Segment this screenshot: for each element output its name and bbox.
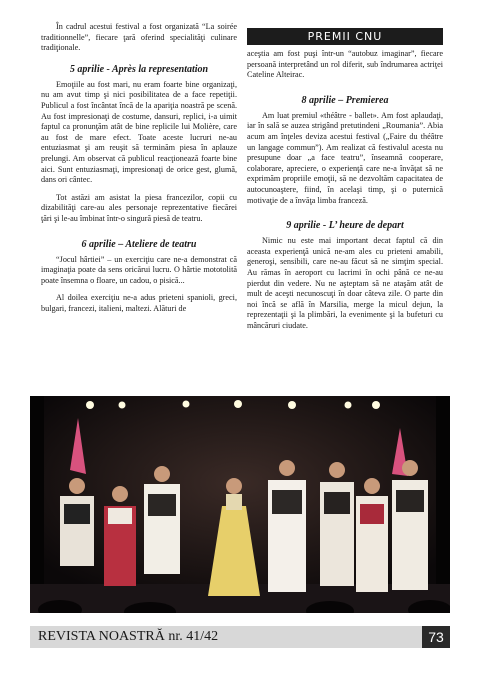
left-column bbox=[41, 22, 237, 314]
paragraph: Nimic nu este mai important decat faptul că din aceasta experienţă unică ne-am ales cu prieteni amabili, generoşi, sensibili, care ne-au făcut să ne simţim special. Au rămas în aeroport cu lacrimi în ochi până ce ne-au pierdut din vedere. Nu ne aşteptam să ne ataşăm atât de mult de aceşti necunoscuţi în doar câteva zile. O parte din noi încă se află în Marsilia, merge la micul dejun, la reprezentaţii şi la plimbări, la evenimente şi la bufeturi cu mâncăruri ciudate. bbox=[247, 236, 443, 330]
page-number: 73 bbox=[422, 626, 450, 648]
section-heading: 8 aprilie – Premierea bbox=[301, 94, 389, 106]
paragraph: Emoţiile au fost mari, nu eram foarte bine organizaţi, nu am avut timp şi nici posibilitatea de a face repetiţii. Publicul a fost încântat încă de la apariţia noastră pe scenă. Au fost impresionaţi de costume, dansuri, replici, i-a uimit faptul ca pronunţăm atât de bine replicile lui Molière, care au fost de mare efect. Toate aceste lucruri ne-au entuziasmat şi am reuşit să terminăm piesa în aplauze prelungi. Am observat că publicul reacţionează foarte bine aici. Sunt entuziasmaţi, impresionaţi de orice gest, glumă, dans ori cântec. bbox=[41, 79, 237, 185]
paragraph: “Jocul hârtiei” – un exerciţiu care ne-a demonstrat că imaginaţia poate da sens oricărui lucru. O hârtie mototolită poate însemna o floare, un cadou, o pisică... bbox=[41, 254, 237, 285]
section-heading: 5 aprilie - Après la representation bbox=[69, 63, 209, 75]
paragraph: În cadrul acestui festival a fost organizată “La soirée traditionnelle”, fiecare ţară oferind specialităţi culinare tradiţionale. bbox=[41, 22, 237, 53]
stage-photo bbox=[30, 396, 450, 613]
section-heading: 9 aprilie - L’ heure de depart bbox=[286, 220, 404, 232]
magazine-title: REVISTA NOASTRĂ nr. 41/42 bbox=[30, 626, 422, 648]
paragraph: Am luat premiul «théâtre - ballet». Am fost aplaudaţi, iar în sală se auzea strigând pretutindeni „Roumania”. Abia acum am înţeles deviza acestui festival („Faire du théâtre un langage commun”). Am realizat că festivalul acesta nu presupune doar „a face teatru”, înseamnă cooperare, colaborare, apreciere, o experienţă care ne-a învăţat să ne exprimăm propriile emoţii, să ne dezvoltăm capacitatea de autocunoaştere, fiind, în acelaşi timp, şi o puternică motivaţie de a învăţa limba franceză. bbox=[247, 110, 443, 205]
paragraph: aceştia am fost puşi într-un “autobuz imaginar”, fiecare persoană interpretând un rol diferit, sub îndrumarea actriţei Cateline Alteirac. bbox=[247, 49, 443, 80]
right-column bbox=[247, 49, 443, 331]
section-banner: PREMII CNU bbox=[247, 28, 443, 45]
paragraph: Al doilea exerciţiu ne-a adus prieteni spanioli, greci, bulgari, francezi, italieni, maltezi. Alături de bbox=[41, 293, 237, 313]
section-heading: 6 aprilie – Ateliere de teatru bbox=[81, 238, 197, 250]
paragraph: Tot astăzi am asistat la piesa francezilor, copii cu dizabilităţi care-au ales personaje reprezentative fiecărei ţări şi le-au îmbinat într-o singură piesă de teatru. bbox=[41, 192, 237, 223]
